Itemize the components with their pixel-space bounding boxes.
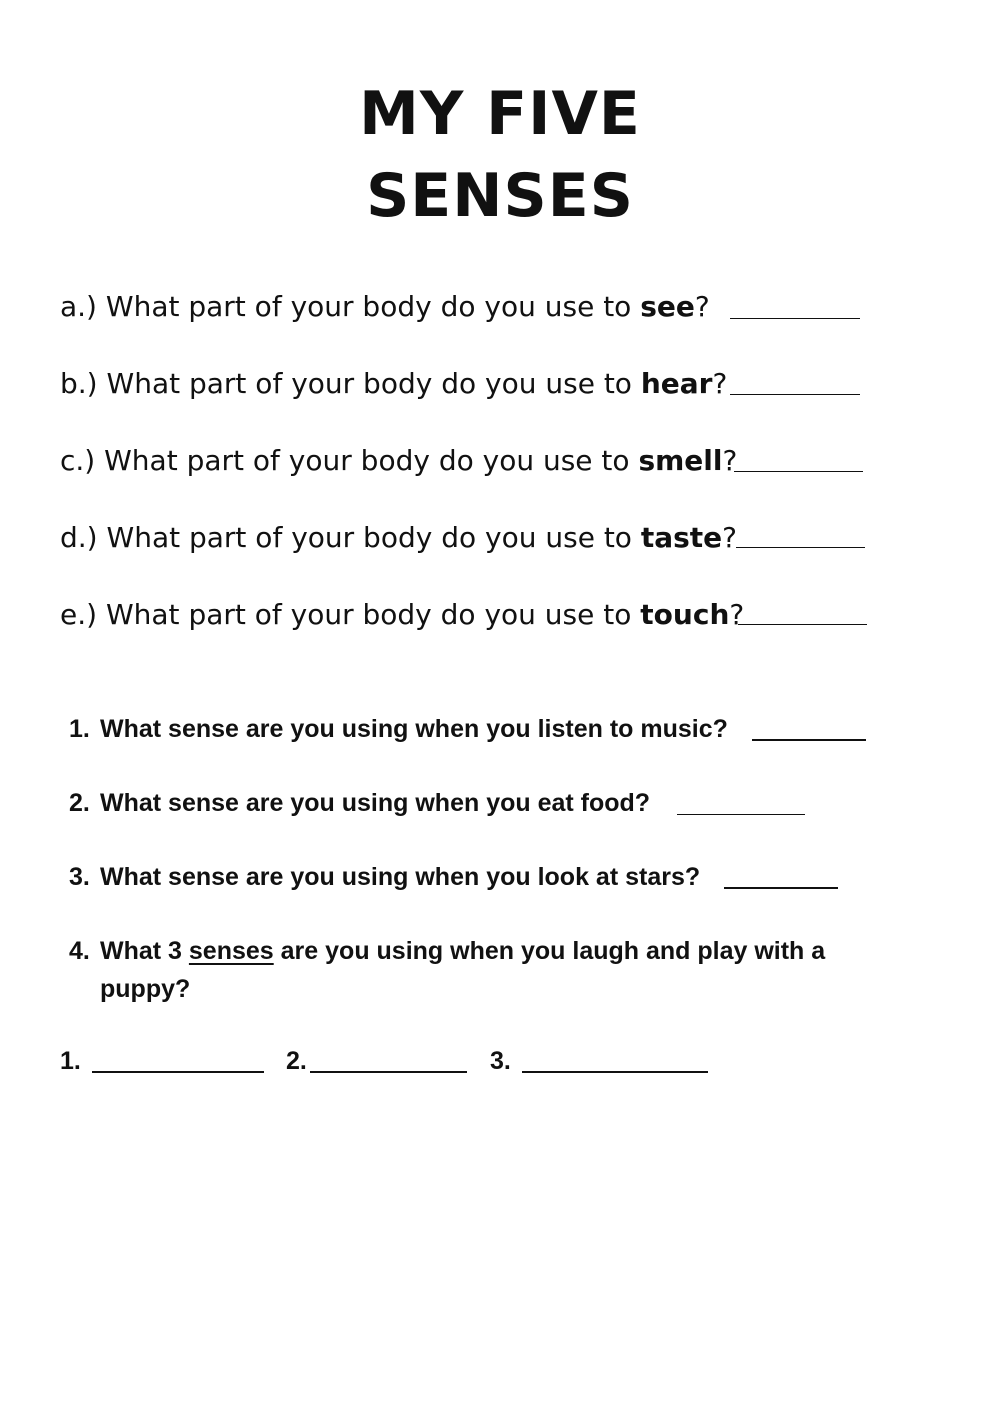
question-label: c.) — [60, 444, 96, 477]
question-e — [60, 598, 744, 632]
question-label: e.) — [60, 598, 98, 631]
answer-blank-a[interactable] — [730, 318, 860, 319]
question-4-line2: puppy? — [100, 975, 191, 1003]
question-suffix: ? — [729, 598, 745, 631]
question-number-2: 2. — [69, 789, 90, 817]
question-d — [60, 521, 737, 555]
question-keyword: taste — [640, 521, 723, 554]
answer-blank-1[interactable] — [752, 739, 866, 741]
question-prefix: What part of your body do you use to — [105, 290, 632, 323]
question-4-before: What 3 — [100, 937, 182, 965]
answer-slot-blank-3[interactable] — [522, 1071, 708, 1073]
question-prefix: What part of your body do you use to — [105, 598, 632, 631]
answer-slot-blank-1[interactable] — [92, 1071, 264, 1073]
question-1-text: What sense are you using when you listen to music? — [100, 715, 728, 743]
question-number-3: 3. — [69, 863, 90, 891]
answer-slot-label-2: 2. — [286, 1047, 307, 1075]
question-4-after: are you using when you laugh and play with a — [280, 937, 826, 965]
question-suffix: ? — [722, 521, 738, 554]
title-line-1: MY FIVE — [359, 79, 641, 149]
question-label: a.) — [60, 290, 97, 323]
question-prefix: What part of your body do you use to — [104, 444, 630, 477]
question-keyword: see — [640, 290, 695, 323]
question-label: b.) — [60, 367, 98, 400]
question-b — [60, 367, 727, 401]
question-label: d.) — [60, 521, 98, 554]
question-c — [60, 444, 737, 478]
question-keyword: smell — [638, 444, 723, 477]
question-number-1: 1. — [69, 715, 90, 743]
answer-blank-3[interactable] — [724, 887, 838, 889]
question-suffix: ? — [694, 290, 710, 323]
question-4-underlined: senses — [188, 937, 274, 965]
question-prefix: What part of your body do you use to — [106, 367, 632, 400]
answer-blank-e[interactable] — [738, 624, 867, 625]
question-4-text — [100, 936, 825, 966]
question-suffix: ? — [712, 367, 728, 400]
question-keyword: hear — [640, 367, 713, 400]
question-keyword: touch — [640, 598, 730, 631]
answer-blank-b[interactable] — [730, 394, 860, 395]
question-a — [60, 290, 710, 324]
answer-blank-2[interactable] — [677, 814, 805, 815]
question-2-text: What sense are you using when you eat food? — [100, 789, 651, 817]
title-line-2: SENSES — [366, 161, 634, 231]
answer-slot-blank-2[interactable] — [310, 1071, 467, 1073]
question-number-4: 4. — [69, 937, 90, 965]
answer-slot-label-3: 3. — [490, 1047, 511, 1075]
answer-blank-d[interactable] — [736, 547, 865, 548]
question-prefix: What part of your body do you use to — [106, 521, 632, 554]
question-suffix: ? — [722, 444, 738, 477]
answer-slot-label-1: 1. — [60, 1047, 81, 1075]
question-3-text: What sense are you using when you look at stars? — [100, 863, 701, 891]
answer-blank-c[interactable] — [734, 471, 863, 472]
